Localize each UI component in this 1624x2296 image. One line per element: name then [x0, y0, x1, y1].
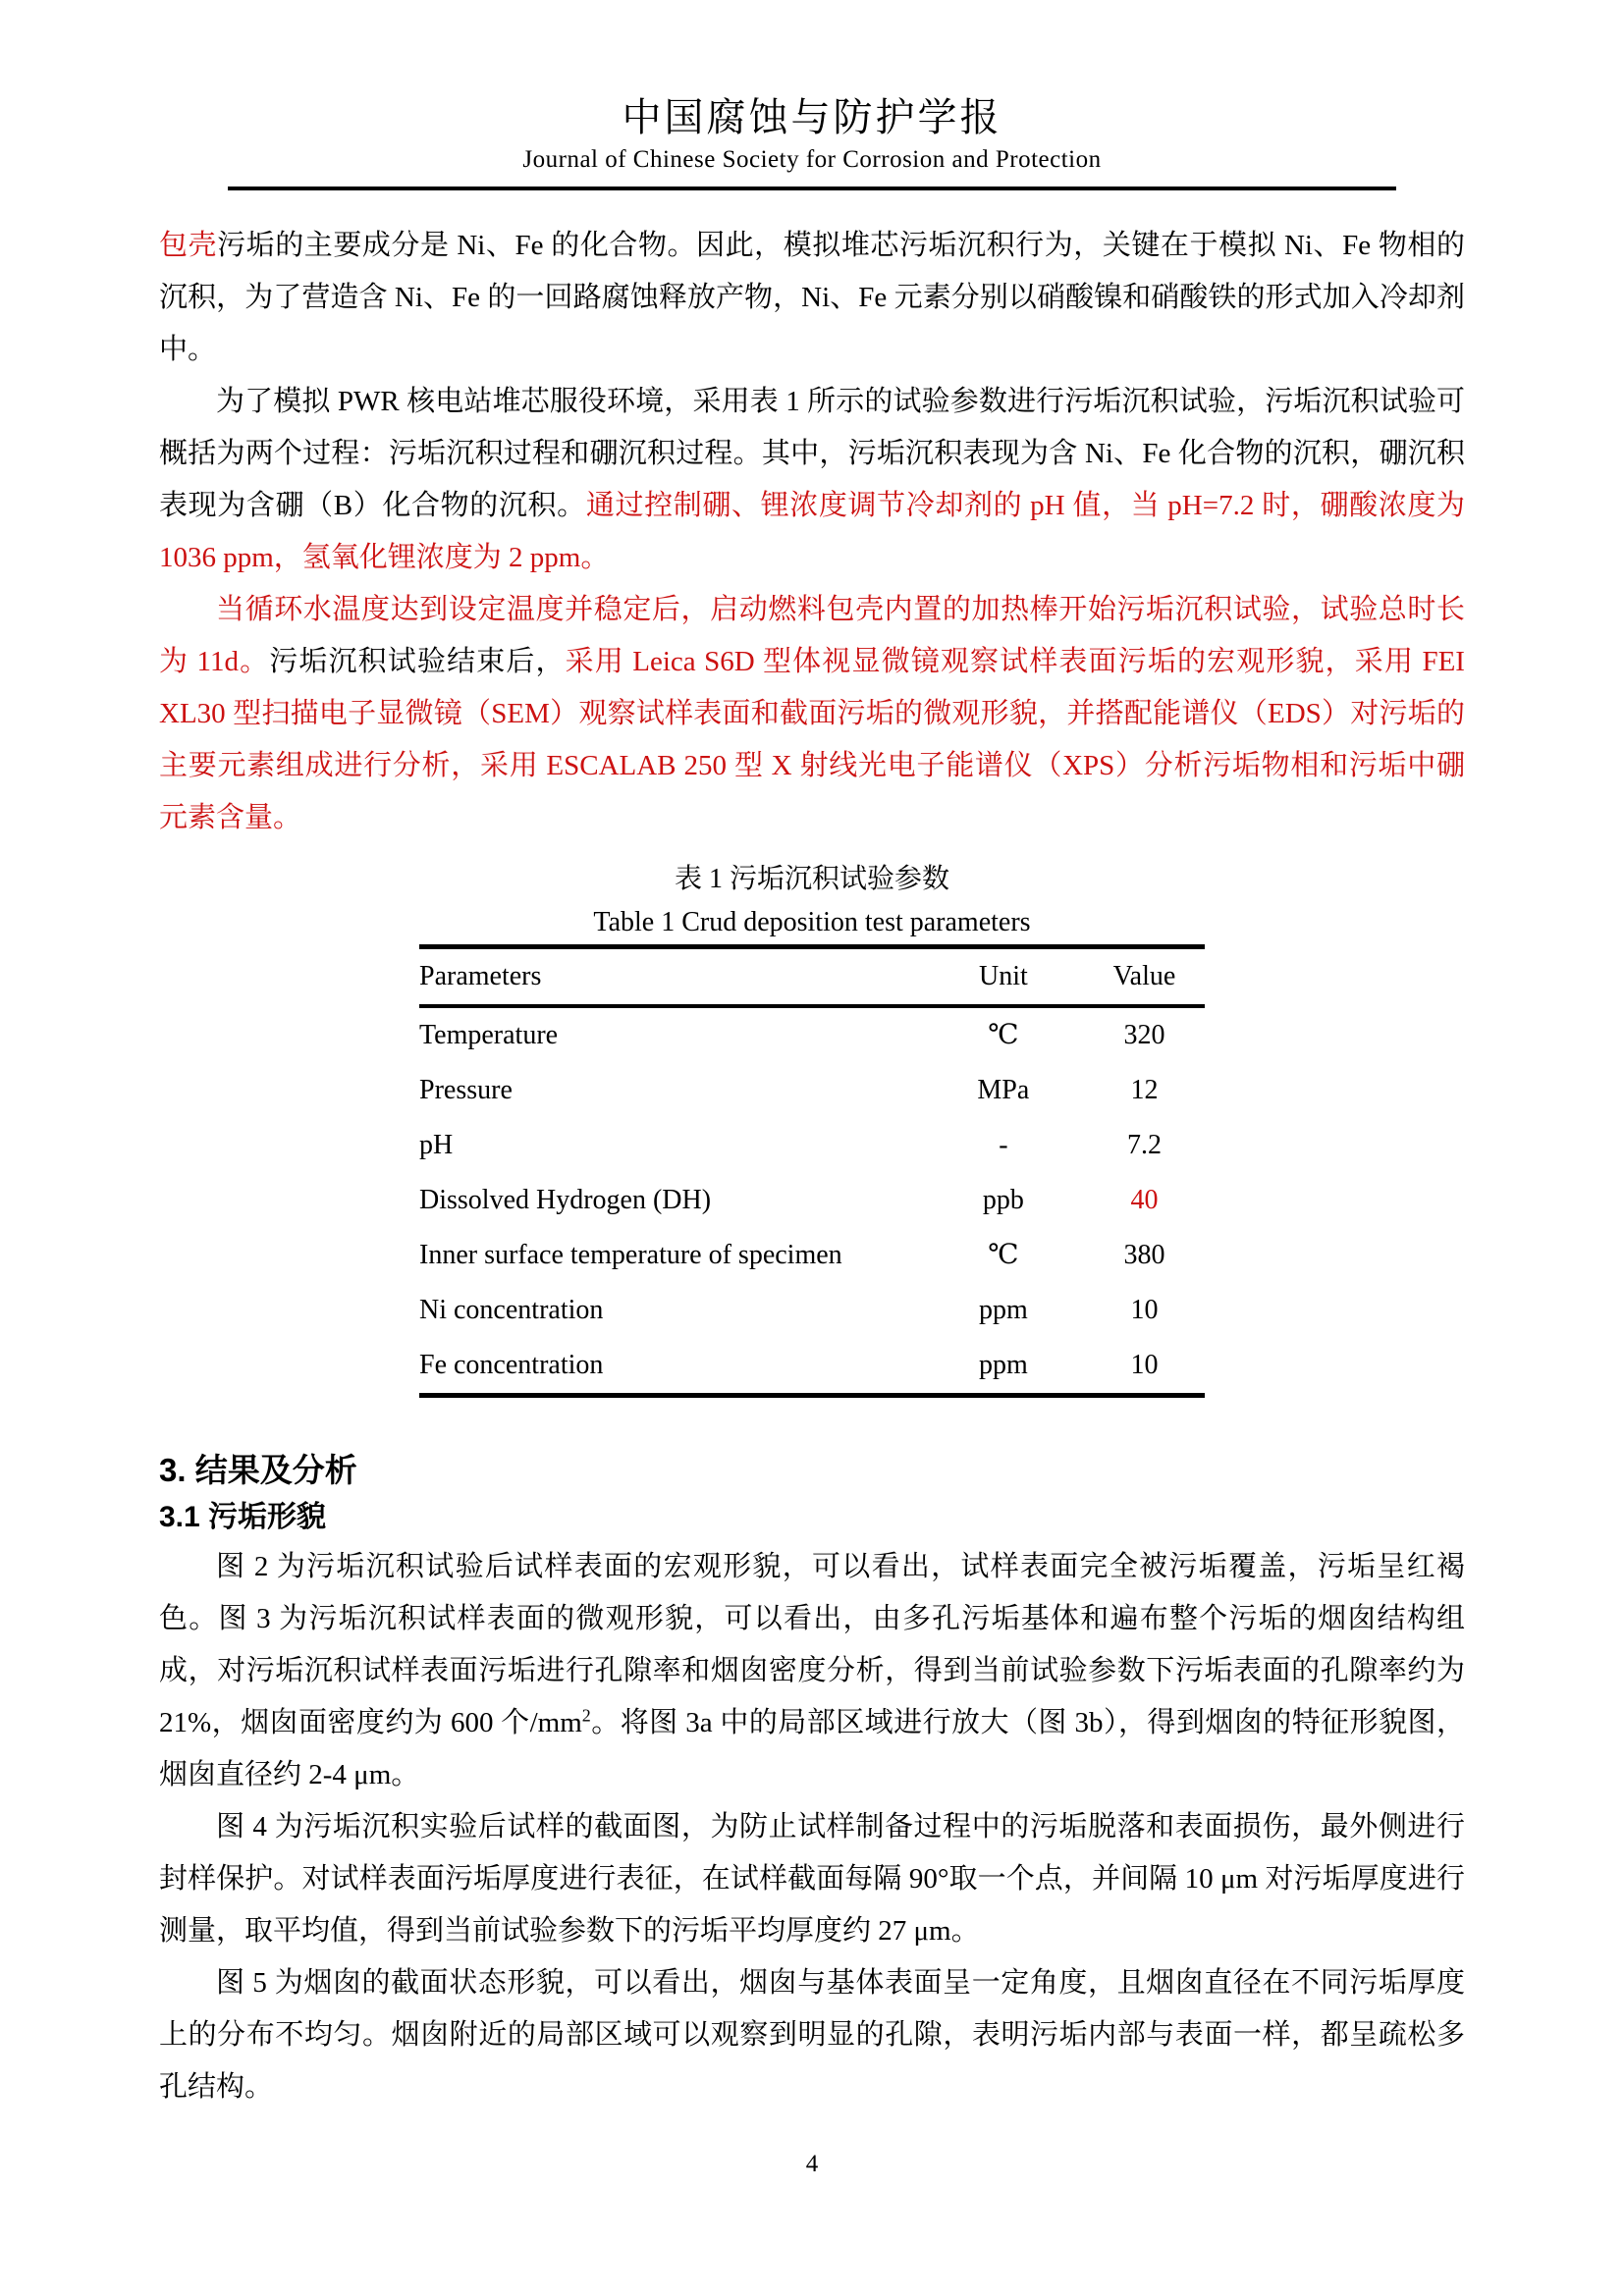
- table-row: [419, 1118, 1205, 1173]
- cell-parameter: pH: [419, 1130, 454, 1160]
- cell-parameter: Temperature: [419, 1020, 559, 1050]
- paragraph: [159, 220, 1465, 376]
- cell-unit: -: [999, 1130, 1008, 1160]
- paragraph: [159, 1801, 1465, 1957]
- body-text-segment: 图 5 为烟囱的截面状态形貌，可以看出，烟囱与基体表面呈一定角度，且烟囱直径在不同污垢厚度上的分布不均匀。烟囱附近的局部区域可以观察到明显的孔隙，表明污垢内部与表面一样，都呈疏松多孔结构。: [159, 1967, 1465, 2103]
- revised-text-segment: 采用 Leica S6D 型体视显微镜观察试样表面污垢的宏观形貌，采用 FEI XL30 型扫描电子显微镜（SEM）观察试样表面和截面污垢的微观形貌，并搭配能谱仪（EDS）对污垢的主要元素组成进行分析，采用 ESCALAB 250 型 X 射线光电子能谱仪（XPS）分析污垢物相和污垢中硼元素含量。: [159, 646, 1465, 833]
- cell-value: 7.2: [1126, 1130, 1162, 1160]
- cell-parameter: Dissolved Hydrogen (DH): [419, 1185, 712, 1215]
- cell-unit: ℃: [988, 1240, 1019, 1270]
- paragraph: [159, 584, 1465, 844]
- body-text-segment: 。将图 3a 中的局部区域进行放大（图 3b），得到烟囱的特征形貌图，烟囱直径约 2-4 μm。: [159, 1707, 1465, 1790]
- body-text-segment: 2: [581, 1705, 591, 1726]
- table-row: [419, 1006, 1205, 1063]
- body-text-segment: 为了模拟 PWR 核电站堆芯服役环境，采用表 1 所示的试验参数进行污垢沉积试验，污垢沉积试验可概括为两个过程：污垢沉积过程和硼沉积过程。其中，污垢沉积表现为含 Ni、Fe 化合物的沉积，硼沉积表现为含硼（B）化合物的沉积。: [159, 386, 1465, 521]
- table-caption-en: Table 1 Crud deposition test parameters: [593, 907, 1031, 937]
- cell-parameter: Fe concentration: [419, 1350, 604, 1380]
- cell-parameter: Ni concentration: [419, 1295, 604, 1325]
- journal-title-en: Journal of Chinese Society for Corrosion and Protection: [522, 146, 1102, 173]
- table-caption-zh: 表 1 污垢沉积试验参数: [674, 864, 949, 894]
- paragraph: [159, 1957, 1465, 2113]
- column-header-value: Value: [1112, 961, 1176, 991]
- body-text-segment: 污垢的主要成分是 Ni、Fe 的化合物。因此，模拟堆芯污垢沉积行为，关键在于模拟 Ni、Fe 物相的沉积，为了营造含 Ni、Fe 的一回路腐蚀释放产物，Ni、Fe 元素分别以硝酸镍和硝酸铁的形式加入冷却剂中。: [159, 230, 1465, 365]
- result-paragraphs: [159, 1541, 1465, 2113]
- cell-unit: ppb: [982, 1185, 1024, 1215]
- cell-unit: ppm: [978, 1350, 1028, 1380]
- cell-unit: ppm: [978, 1295, 1028, 1325]
- revised-text-segment: 当循环水温度达到设定温度并稳定后，启动燃料包壳内置的加热棒开始污垢沉积试验，试验总时长为 11d。: [159, 594, 1465, 677]
- parameters-table: [419, 944, 1205, 1398]
- table-header-row: [419, 947, 1205, 1007]
- cell-value: 320: [1123, 1020, 1165, 1050]
- table-row: [419, 1063, 1205, 1118]
- table-row: [419, 1228, 1205, 1283]
- cell-value: 380: [1123, 1240, 1165, 1270]
- table-row: [419, 1338, 1205, 1396]
- revised-text-segment: 包壳: [159, 230, 218, 261]
- cell-value: 10: [1130, 1350, 1159, 1380]
- column-header-unit: Unit: [978, 961, 1028, 991]
- cell-parameter: Pressure: [419, 1075, 513, 1105]
- intro-paragraphs: [159, 220, 1465, 844]
- section-heading: 3. 结果及分析: [159, 1452, 357, 1488]
- cell-unit: ℃: [988, 1020, 1019, 1050]
- revised-text-segment: 通过控制硼、锂浓度调节冷却剂的 pH 值，当 pH=7.2 时，硼酸浓度为 1036 ppm，氢氧化锂浓度为 2 ppm。: [159, 490, 1466, 573]
- body-text-segment: 图 4 为污垢沉积实验后试样的截面图，为防止试样制备过程中的污垢脱落和表面损伤，最外侧进行封样保护。对试样表面污垢厚度进行表征，在试样截面每隔 90°取一个点，并间隔 10 μm 对污垢厚度进行测量，取平均值，得到当前试验参数下的污垢平均厚度约 27 μm。: [159, 1811, 1465, 1947]
- journal-title-zh: 中国腐蚀与防护学报: [622, 95, 1002, 139]
- table-row: [419, 1283, 1205, 1338]
- cell-parameter: Inner surface temperature of specimen: [419, 1240, 842, 1270]
- body-text-segment: 图 2 为污垢沉积试验后试样表面的宏观形貌，可以看出，试样表面完全被污垢覆盖，污垢呈红褐色。图 3 为污垢沉积试样表面的微观形貌，可以看出，由多孔污垢基体和遍布整个污垢的烟囱结构组成，对污垢沉积试样表面污垢进行孔隙率和烟囱密度分析，得到当前试验参数下污垢表面的孔隙率约为 21%，烟囱面密度约为 600 个/mm: [159, 1551, 1465, 1738]
- page-number: 4: [805, 2151, 819, 2177]
- journal-header: [0, 0, 1624, 190]
- table-row: [419, 1173, 1205, 1228]
- cell-value: 12: [1130, 1075, 1159, 1105]
- body-text-segment: 污垢沉积试验结束后，: [269, 646, 566, 677]
- cell-unit: MPa: [977, 1075, 1030, 1105]
- paragraph: [159, 1541, 1465, 1801]
- cell-value: 40: [1130, 1185, 1159, 1215]
- cell-value: 10: [1130, 1295, 1159, 1325]
- subsection-heading: 3.1 污垢形貌: [159, 1501, 327, 1533]
- paragraph: [159, 376, 1465, 584]
- document-body: [159, 190, 1465, 2113]
- column-header-parameters: Parameters: [419, 961, 542, 991]
